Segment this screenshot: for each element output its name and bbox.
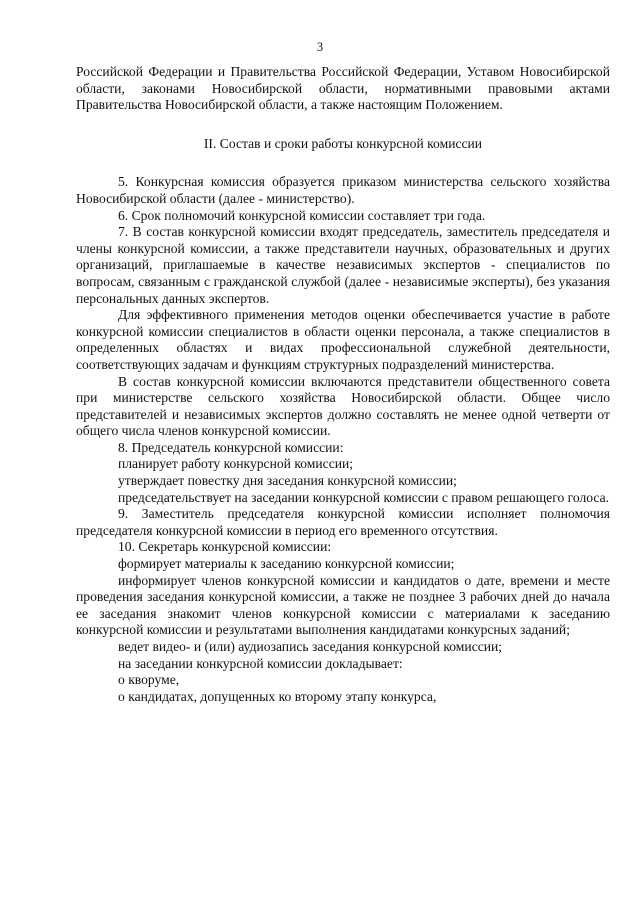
paragraph-7-evaluation-specialists: Для эффективного применения методов оценки обеспечивается участие в работе конкурсной комиссии специалистов в области оценки персонала, а также специалистов в определенных областях и видах профессиональной служебной деятельности, соответствующих задачам и функциям структурных подразделений министерства. (76, 307, 610, 372)
paragraph-8-item-plans: планирует работу конкурсной комиссии; (118, 456, 354, 472)
paragraph-8: 8. Председатель конкурсной комиссии: (118, 439, 344, 455)
paragraph-5: 5. Конкурсная комиссия образуется приказом министерства сельского хозяйства Новосибирской области (далее - министерство). (76, 174, 610, 206)
paragraph-9: 9. Заместитель председателя конкурсной комиссии исполняет полномочия председателя конкурсной комиссии в период его временного отсутствия. (76, 506, 610, 538)
paragraph-10: 10. Секретарь конкурсной комиссии: (118, 539, 332, 555)
paragraph-10-item-candidates: о кандидатах, допущенных ко второму этапу конкурса, (118, 688, 437, 704)
continuation-paragraph: Российской Федерации и Правительства Российской Федерации, Уставом Новосибирской области, законами Новосибирской области, нормативными правовыми актами Правительства Новосибирской области, а также настоящим Положением. (76, 64, 610, 113)
page-number: 3 (316, 40, 324, 54)
paragraph-10-item-recording: ведет видео- и (или) аудиозапись заседания конкурсной комиссии; (118, 639, 503, 654)
document-body (76, 64, 610, 705)
paragraph-6: 6. Срок полномочий конкурсной комиссии составляет три года. (118, 207, 486, 223)
paragraph-7-public-council: В состав конкурсной комиссии включаются представители общественного совета при министерстве сельского хозяйства Новосибирской области. Общее число представителей и независимых экспертов должно составлять не менее одной четверти от общего числа членов конкурсной комиссии. (76, 373, 610, 439)
paragraph-7: 7. В состав конкурсной комиссии входят председатель, заместитель председателя и члены конкурсной комиссии, а также представители научных, образовательных и других организаций, приглашаемые в качестве независимых экспертов - специалистов по вопросам, связанным с гражданской службой (далее - независимые эксперты), без указания персональных данных экспертов. (76, 224, 610, 306)
paragraph-10-item-materials: формирует материалы к заседанию конкурсной комиссии; (118, 556, 455, 572)
section-heading: II. Состав и сроки работы конкурсной комиссии (203, 135, 483, 151)
paragraph-8-item-presides: председательствует на заседании конкурсной комиссии с правом решающего голоса. (118, 489, 610, 505)
paragraph-10-item-quorum: о кворуме, (118, 672, 180, 688)
paragraph-8-item-agenda: утверждает повестку дня заседания конкурсной комиссии; (118, 473, 457, 489)
paragraph-10-item-informs: информирует членов конкурсной комиссии и кандидатов о дате, времени и месте проведения заседания конкурсной комиссии, а также не позднее 3 рабочих дней до начала ее заседания знакомит членов конкурсной комиссии с материалами к заседанию конкурсной комиссии и результатами выполнения кандидатами конкурсных заданий; (76, 572, 610, 638)
paragraph-10-item-reports: на заседании конкурсной комиссии докладывает: (118, 655, 403, 671)
